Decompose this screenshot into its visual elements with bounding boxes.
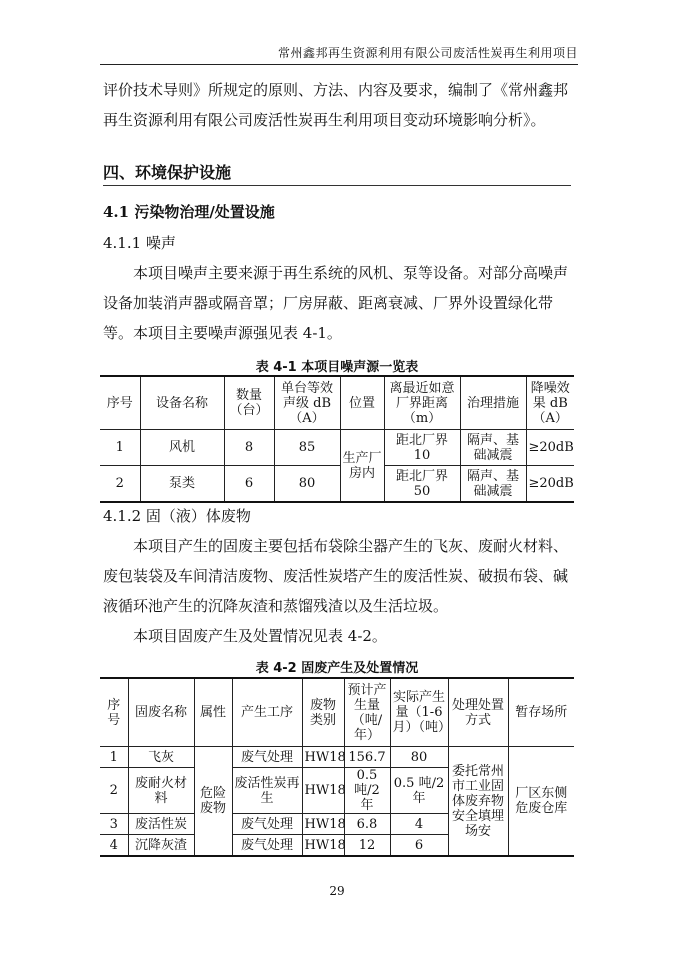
cell-measure: 隔声、基础减震 (460, 430, 526, 466)
running-header: 常州鑫邦再生资源利用有限公司废活性炭再生利用项目 (277, 46, 578, 60)
cell-expected: 6.8 (344, 814, 390, 835)
cell-actual: 80 (390, 747, 448, 768)
cell-process: 废活性炭再生 (232, 768, 302, 814)
col-header: 治理措施 (460, 376, 526, 430)
cell-waste-name: 沉降灰渣 (128, 835, 194, 857)
col-header: 固废名称 (128, 678, 194, 747)
col-header: 序号 (100, 376, 140, 430)
col-header: 数量（台） (224, 376, 274, 430)
page-number: 29 (329, 884, 345, 898)
col-header: 设备名称 (140, 376, 224, 430)
cell-waste-name: 废耐火材料 (128, 768, 194, 814)
table-row (100, 466, 574, 503)
cell-no: 2 (100, 466, 140, 503)
col-header: 暂存场所 (508, 678, 574, 747)
col-header: 预计产生量（吨/年） (344, 678, 390, 747)
section-4-1-heading: 4.1 污染物治理/处置设施 (103, 203, 275, 221)
cell-actual: 0.5 吨/2 年 (390, 768, 448, 814)
cell-effect: ≥20dB (526, 430, 574, 466)
cell-waste-name: 飞灰 (128, 747, 194, 768)
section-4-heading: 四、环境保护设施 (103, 163, 232, 182)
table-4-2-caption: 表 4-2 固废产生及处置情况 (255, 661, 419, 676)
cell-disposal: 委托常州市工业固体废弃物安全填埋场安 (448, 747, 508, 857)
cell-distance: 距北厂界 10 (384, 430, 460, 466)
cell-process: 废气处理 (232, 814, 302, 835)
table-4-1-caption: 表 4-1 本项目噪声源一览表 (255, 360, 419, 375)
cell-location: 生产厂房内 (340, 430, 384, 503)
col-header: 实际产生量（1-6月）（吨） (390, 678, 448, 747)
solid-waste-table (100, 677, 574, 857)
col-header: 处理处置方式 (448, 678, 508, 747)
section-4-1-1-heading: 4.1.1 噪声 (103, 234, 176, 252)
col-header: 序号 (100, 678, 128, 747)
cell-distance: 距北厂界 50 (384, 466, 460, 503)
table-header-row (100, 376, 574, 430)
section-4-rule (103, 185, 571, 186)
cell-no: 1 (100, 430, 140, 466)
cell-actual: 4 (390, 814, 448, 835)
cell-process: 废气处理 (232, 747, 302, 768)
col-header: 降噪效果 dB（A） (526, 376, 574, 430)
cell-equipment: 泵类 (140, 466, 224, 503)
solid-waste-paragraph: 本项目产生的固废主要包括布袋除尘器产生的飞灰、废耐火材料、废包装袋及车间清洁废物、废活性炭塔产生的废活性炭、破损布袋、碱液循环池产生的沉降灰渣和蒸馏残渣以及生活垃圾。 (103, 537, 569, 615)
cell-expected: 12 (344, 835, 390, 857)
cell-equipment: 风机 (140, 430, 224, 466)
cell-quantity: 6 (224, 466, 274, 503)
cell-category: HW18 (302, 768, 344, 814)
cell-sound-level: 80 (274, 466, 340, 503)
col-header: 废物类别 (302, 678, 344, 747)
col-header: 产生工序 (232, 678, 302, 747)
cell-expected: 156.7 (344, 747, 390, 768)
col-header: 离最近如意厂界距离（m） (384, 376, 460, 430)
solid-waste-reference: 本项目固废产生及处置情况见表 4-2。 (133, 627, 387, 645)
cell-storage: 厂区东侧危废仓库 (508, 747, 574, 857)
cell-actual: 6 (390, 835, 448, 857)
cell-category: HW18 (302, 747, 344, 768)
cell-no: 4 (100, 835, 128, 857)
cell-waste-name: 废活性炭 (128, 814, 194, 835)
section-4-1-2-heading: 4.1.2 固（液）体废物 (103, 507, 251, 525)
noise-source-table (100, 375, 574, 503)
cell-no: 2 (100, 768, 128, 814)
cell-no: 1 (100, 747, 128, 768)
cell-quantity: 8 (224, 430, 274, 466)
col-header: 位置 (340, 376, 384, 430)
header-rule (100, 64, 578, 65)
cell-category: HW18 (302, 835, 344, 857)
table-header-row (100, 678, 574, 747)
col-header: 属性 (194, 678, 232, 747)
cell-attribute: 危险废物 (194, 747, 232, 857)
cell-sound-level: 85 (274, 430, 340, 466)
intro-paragraph: 评价技术导则》所规定的原则、方法、内容及要求，编制了《常州鑫邦再生资源利用有限公司废活性炭再生利用项目变动环境影响分析》。 (103, 81, 569, 129)
cell-category: HW18 (302, 814, 344, 835)
table-row (100, 747, 574, 768)
cell-effect: ≥20dB (526, 466, 574, 503)
col-header: 单台等效声级 dB（A） (274, 376, 340, 430)
cell-expected: 0.5 吨/2 年 (344, 768, 390, 814)
noise-paragraph: 本项目噪声主要来源于再生系统的风机、泵等设备。对部分高噪声设备加装消声器或隔音罩；厂房屏蔽、距离衰减、厂界外设置绿化带等。本项目主要噪声源强见表 4-1。 (103, 264, 569, 342)
cell-measure: 隔声、基础减震 (460, 466, 526, 503)
table-row (100, 430, 574, 466)
cell-process: 废气处理 (232, 835, 302, 857)
cell-no: 3 (100, 814, 128, 835)
